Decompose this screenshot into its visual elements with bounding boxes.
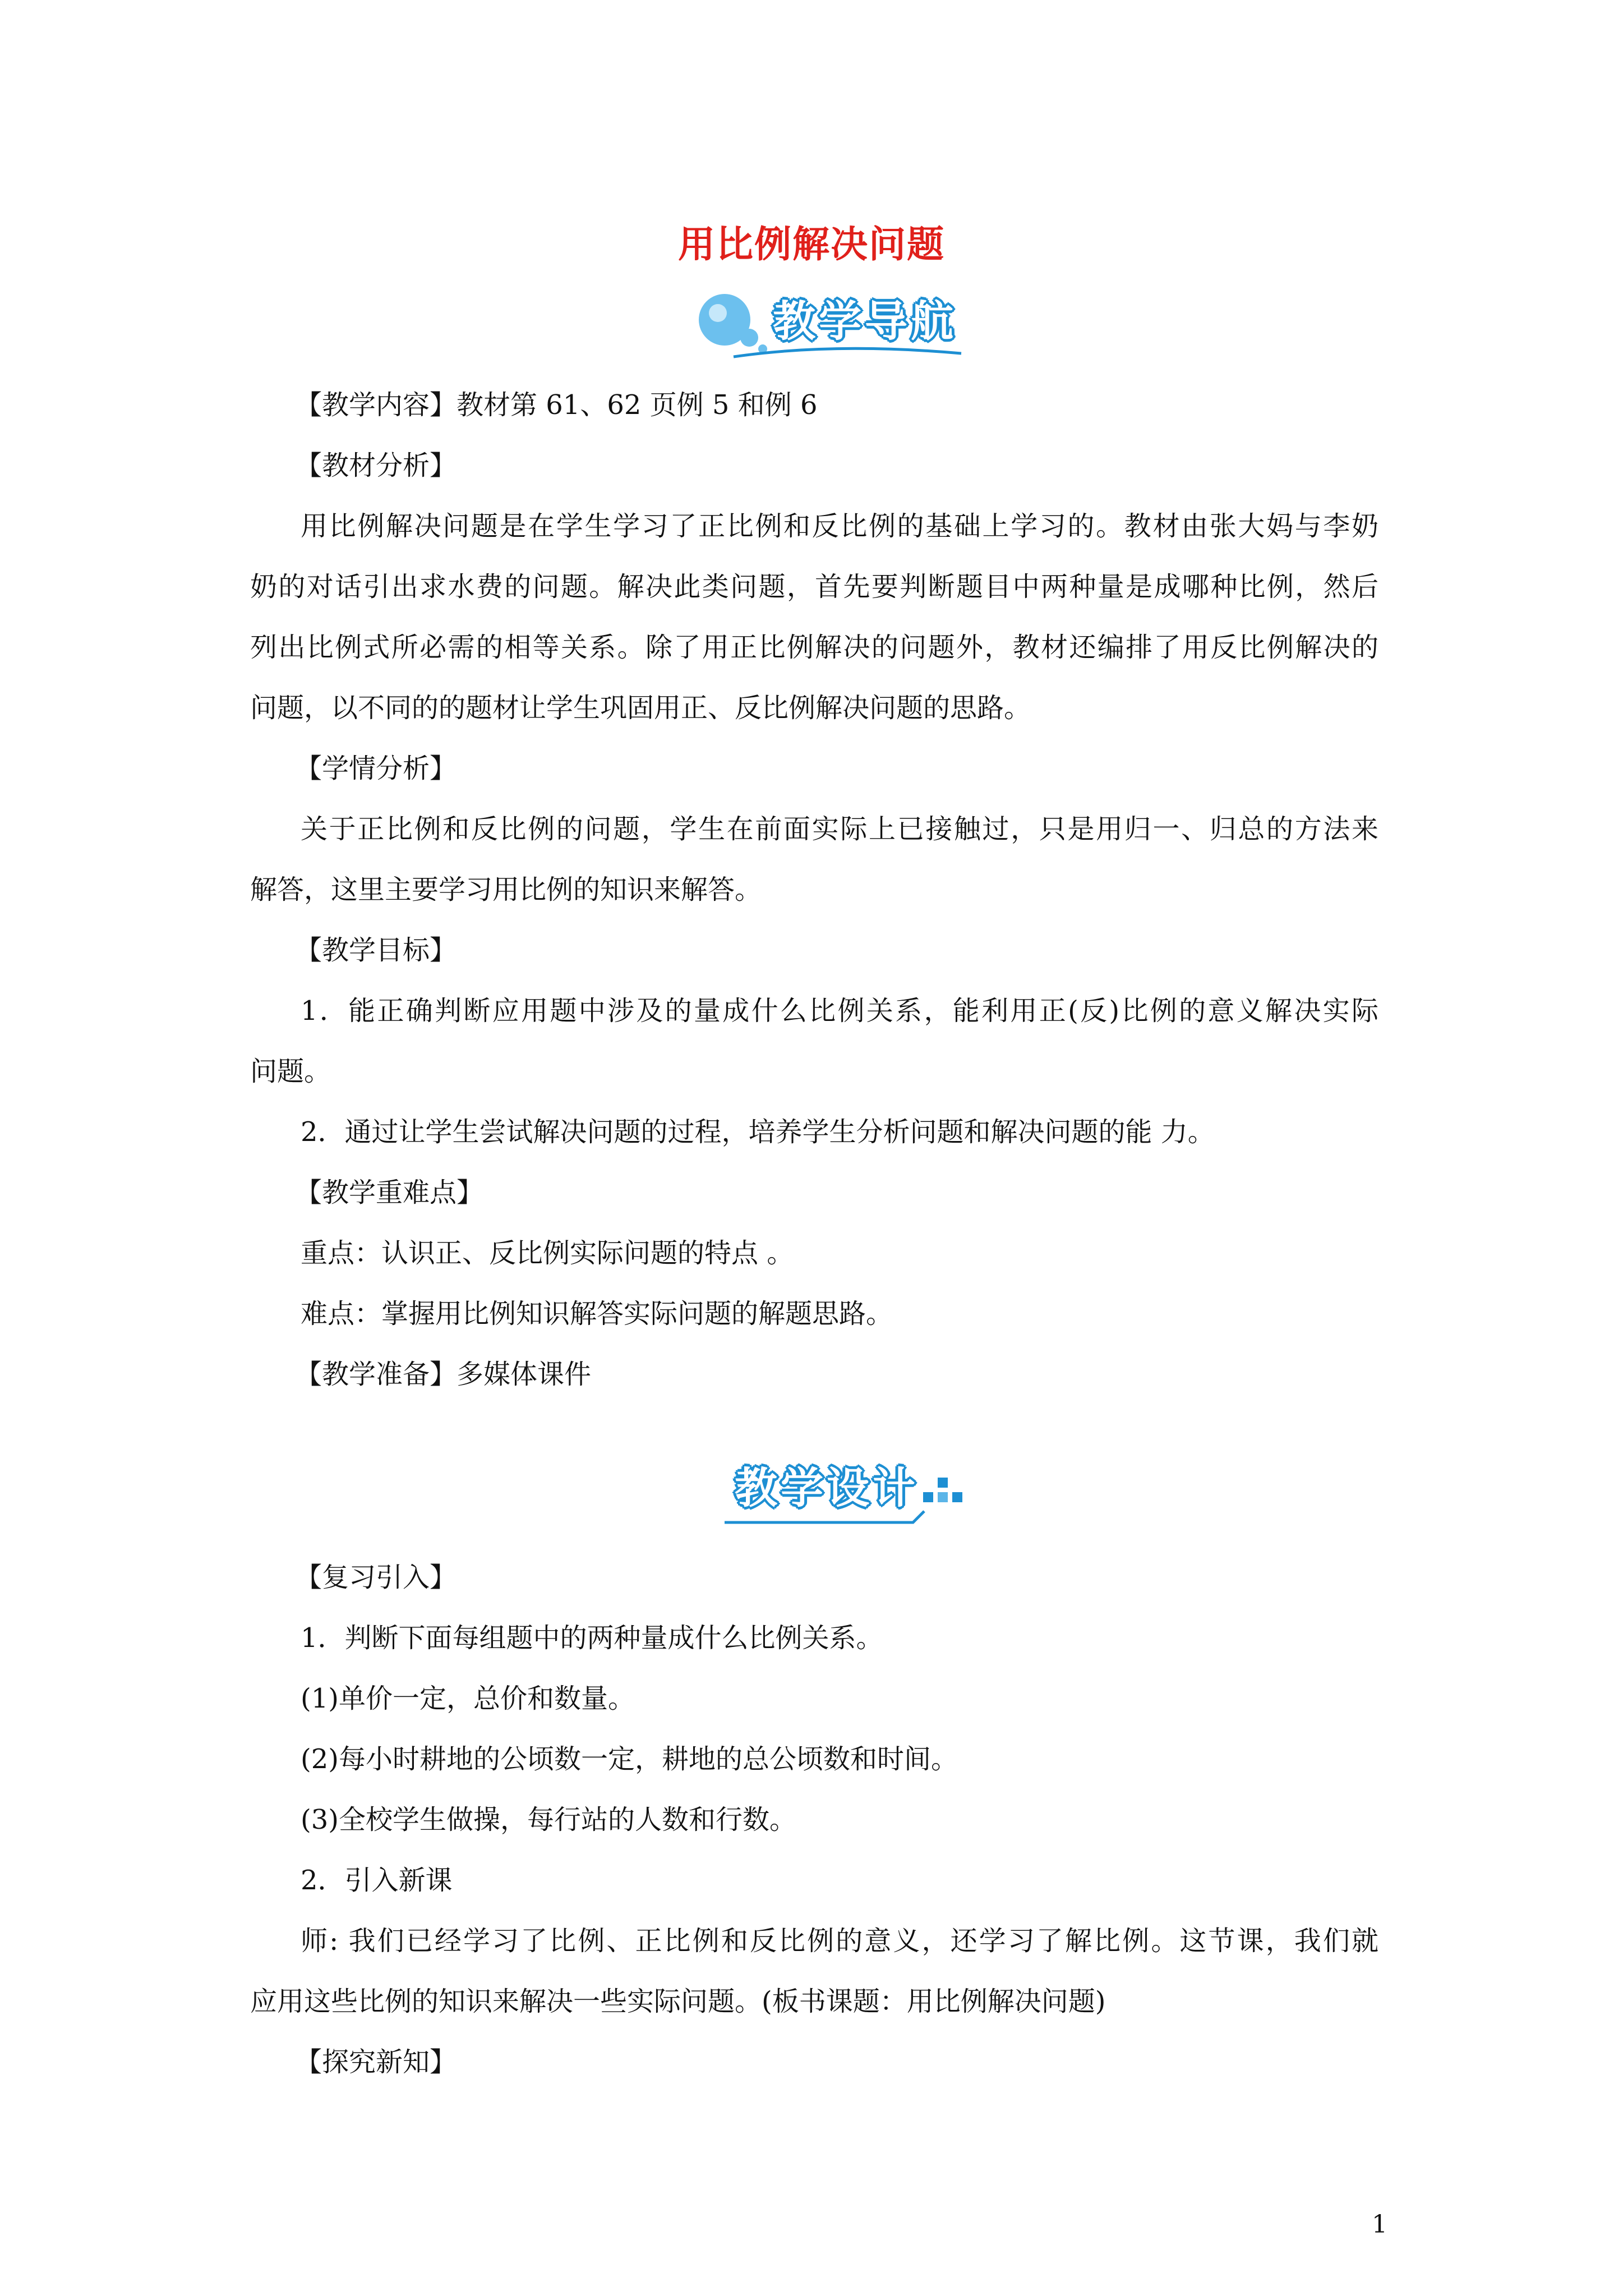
section-heading: 【教材分析】: [295, 450, 457, 481]
document-title: 用比例解决问题: [678, 223, 945, 266]
paragraph-line: 解答，这里主要学习用比例的知识来解答。: [250, 874, 762, 905]
section-heading: 【教学重难点】: [295, 1177, 484, 1208]
paragraph-line: (1)单价一定，总价和数量。: [301, 1683, 635, 1714]
section-heading: 【教学准备】多媒体课件: [295, 1359, 592, 1390]
paragraph-line: (3)全校学生做操，每行站的人数和行数。: [301, 1804, 796, 1835]
teaching-content-line: 【教学内容】教材第 61、62 页例 5 和例 6: [295, 389, 818, 421]
paragraph-line: 2．通过让学生尝试解决问题的过程，培养学生分析问题和解决问题的能 力。: [301, 1116, 1215, 1148]
paragraph-line: 难点：掌握用比例知识解答实际问题的解题思路。: [301, 1298, 893, 1329]
banner-design-text: 教学设计: [735, 1463, 919, 1513]
paragraph-line: 问题，以不同的的题材让学生巩固用正、反比例解决问题的思路。: [250, 692, 1031, 724]
section-heading: 【探究新知】: [295, 2046, 457, 2078]
paragraph-line: 问题。: [250, 1056, 331, 1087]
paragraph-line: 应用这些比例的知识来解决一些实际问题。(板书课题：用比例解决问题): [250, 1986, 1106, 2017]
paragraph-line: 奶的对话引出求水费的问题。解决此类问题，首先要判断题目中两种量是成哪种比例，然后: [250, 571, 1378, 602]
teaching-design-banner: [722, 1457, 980, 1530]
paragraph-line: 1．判断下面每组题中的两种量成什么比例关系。: [301, 1622, 883, 1654]
paragraph-line: 关于正比例和反比例的问题，学生在前面实际上已接触过，只是用归一、归总的方法来: [301, 813, 1378, 845]
paragraph-line: 列出比例式所必需的相等关系。除了用正比例解决的问题外，教材还编排了用反比例解决的: [250, 632, 1378, 663]
paragraph-line: 1．能正确判断应用题中涉及的量成什么比例关系，能利用正(反)比例的意义解决实际: [301, 995, 1378, 1027]
section-heading: 【复习引入】: [295, 1562, 457, 1593]
paragraph-line: 用比例解决问题是在学生学习了正比例和反比例的基础上学习的。教材由张大妈与李奶: [301, 510, 1378, 542]
paragraph-line: (2)每小时耕地的公顷数一定，耕地的总公顷数和时间。: [301, 1743, 958, 1775]
section-heading: 【学情分析】: [295, 753, 457, 784]
page-number: 1: [1372, 2210, 1387, 2239]
banner-nav-text: 教学导航: [773, 296, 957, 346]
paragraph-line: 重点：认识正、反比例实际问题的特点 。: [301, 1237, 794, 1269]
section-heading: 【教学目标】: [295, 935, 457, 966]
paragraph-line: 师: 我们已经学习了比例、正比例和反比例的意义，还学习了解比例。这节课，我们就: [301, 1925, 1378, 1957]
paragraph-line: 2．引入新课: [301, 1865, 453, 1896]
teaching-navigation-banner: [694, 291, 963, 364]
